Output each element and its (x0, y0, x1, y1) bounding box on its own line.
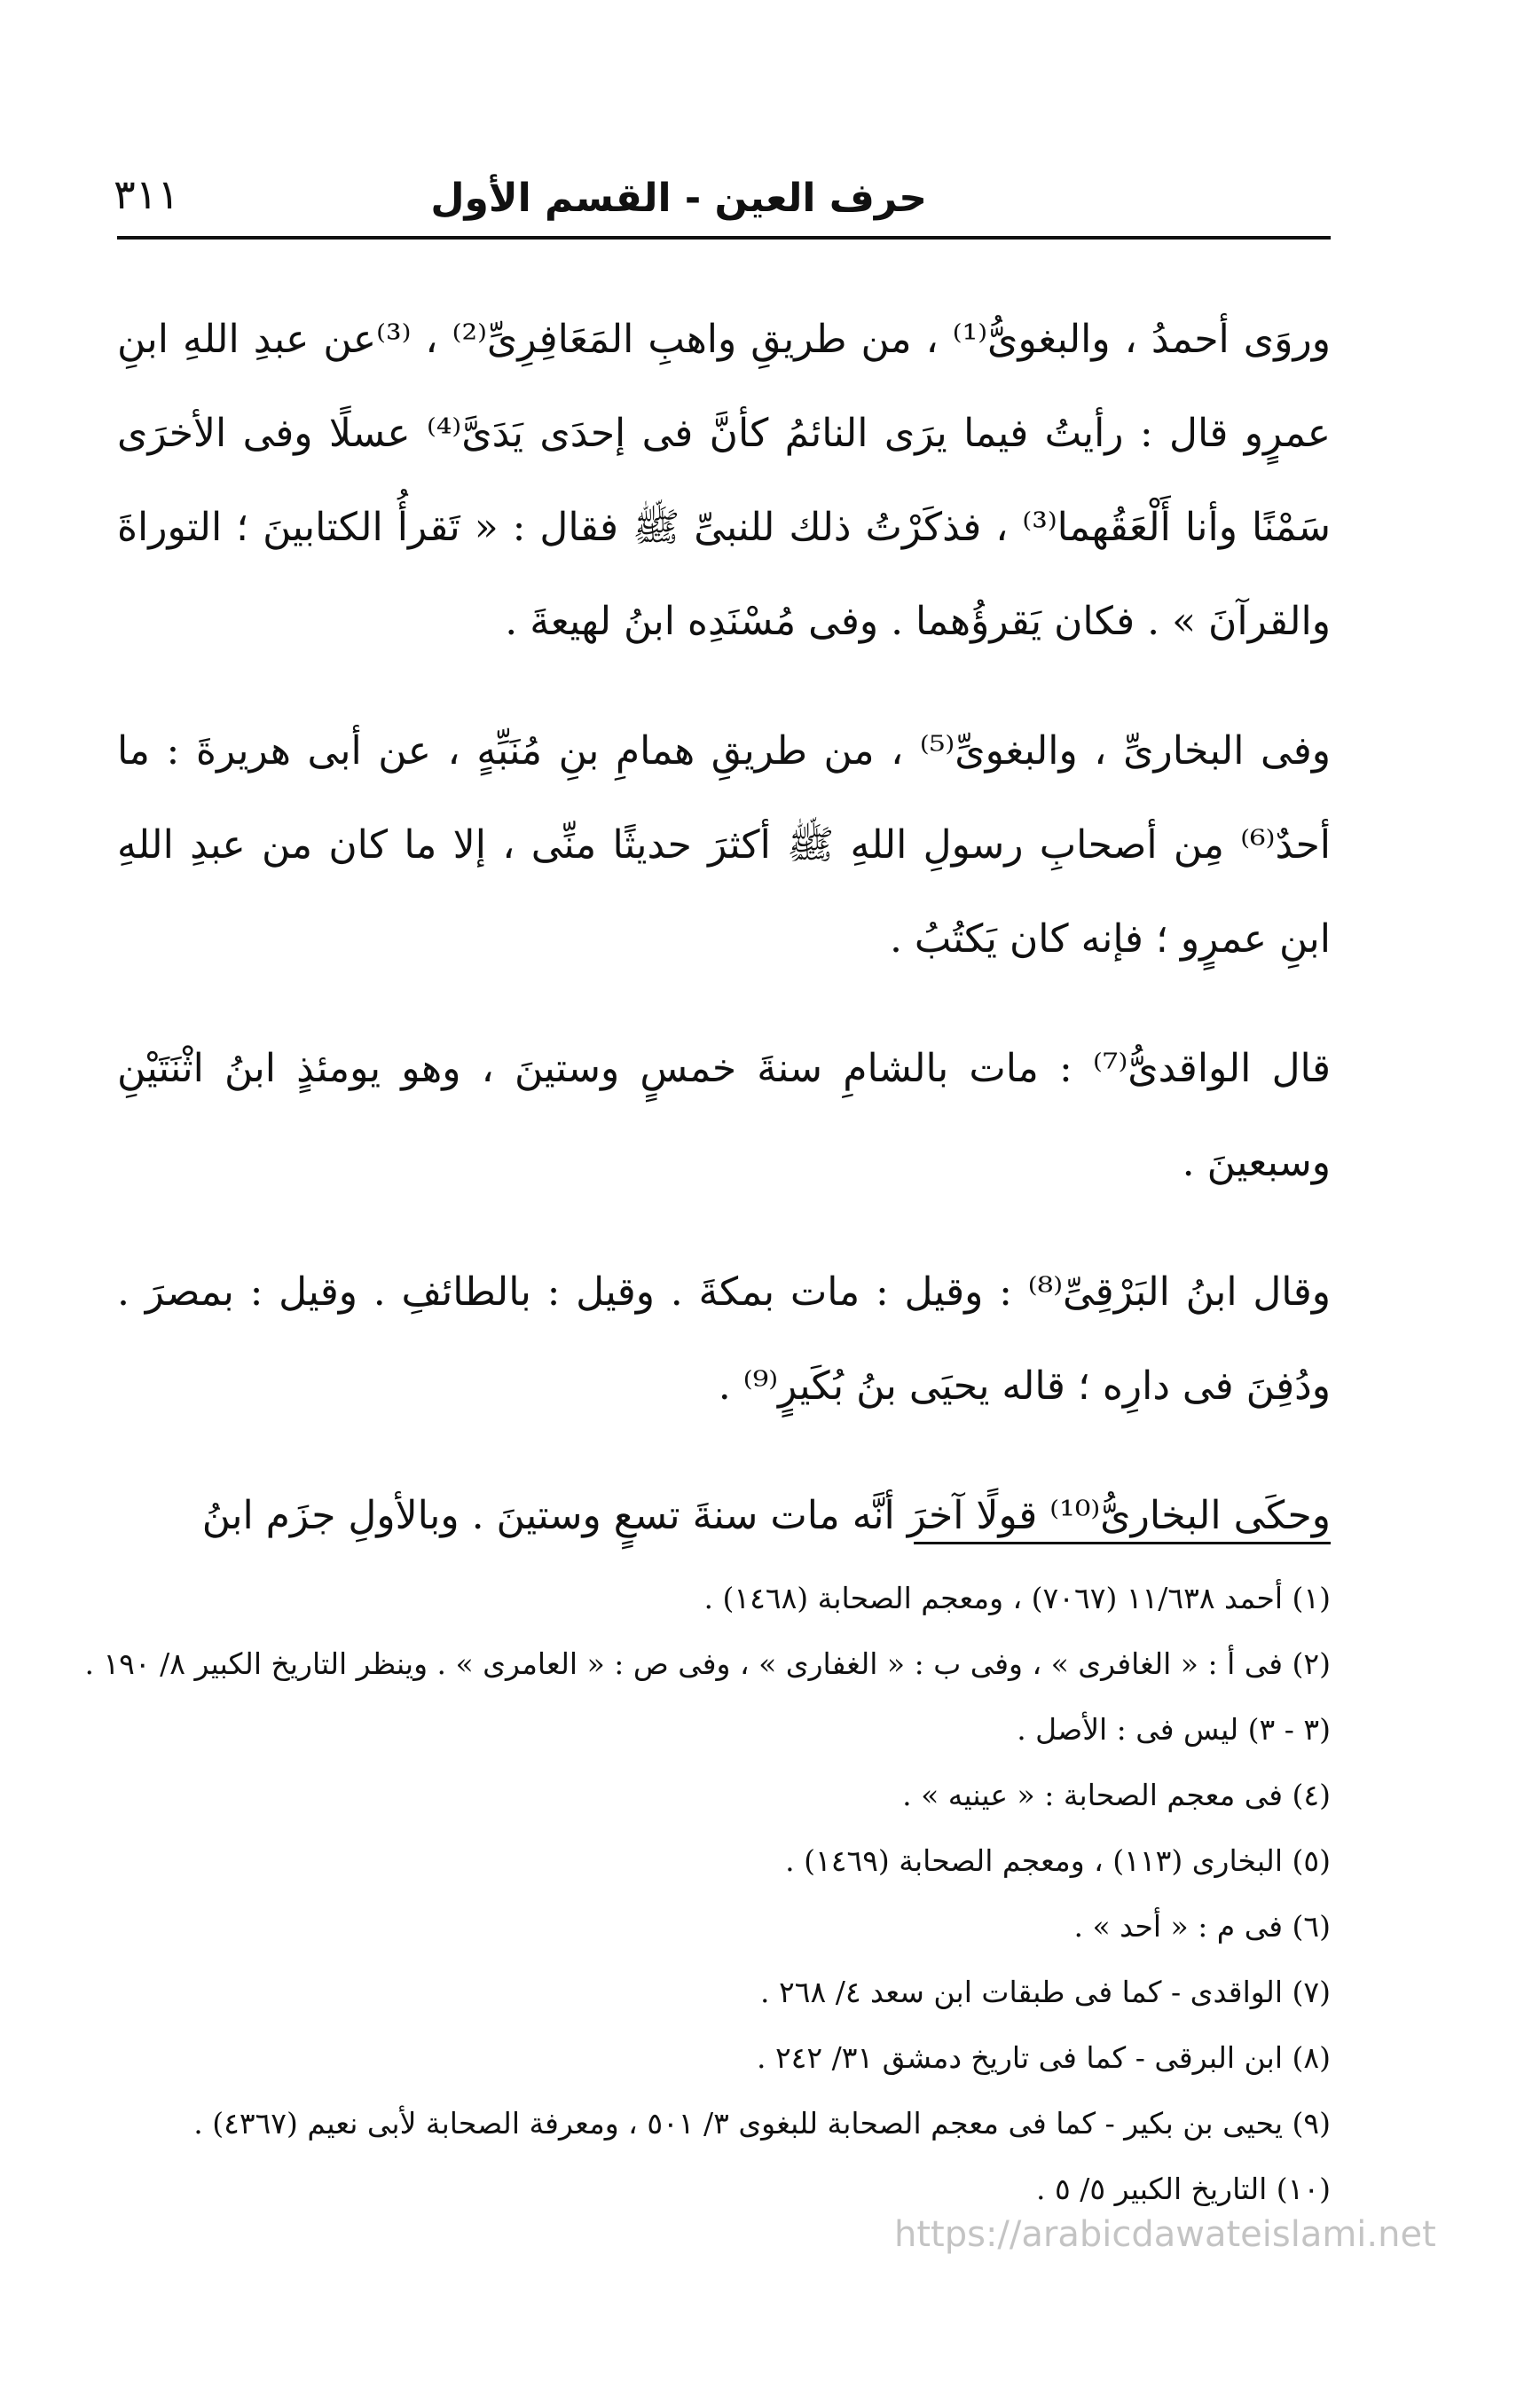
footnote-1: (١) أحمد ١١/٦٣٨ (٧٠٦٧) ، ومعجم الصحابة (١٤٦٨) . (703, 1581, 1331, 1615)
footnote-9: (٩) يحيى بن بكير - كما فى معجم الصحابة للبغوى ٣/ ٥٠١ ، ومعرفة الصحابة لأبى نعيم (٤٣٦٧) . (193, 2106, 1331, 2141)
footnote-10: (١٠) التاريخ الكبير ٥/ ٥ . (1036, 2172, 1331, 2206)
paragraph-3: قال الواقدىُّ⁽⁷⁾ : مات بالشامِ سنةَ خمسٍ وستينَ ، وهو يومئذٍ ابنُ اثْنَتَيْنِ وسبعينَ . (117, 1046, 1331, 1185)
header-rule (117, 236, 1331, 240)
paragraph-5: وحكَى البخارىُّ⁽¹⁰⁾ قولًا آخرَ أنَّه مات سنةَ تسعٍ وستينَ . وبالأولِ جزَم ابنُ (201, 1493, 1331, 1538)
footnotes-list (84, 1566, 1331, 2222)
footnote-8: (٨) ابن البرقى - كما فى تاريخ دمشق ٣١/ ٢٤٢ . (756, 2040, 1331, 2075)
running-header (114, 160, 1331, 241)
paragraph-1: وروَى أحمدُ ، والبغوىُّ⁽¹⁾ ، من طريقِ واهبِ المَعَافِرِىِّ⁽²⁾ ، ⁽³⁾عن عبدِ اللهِ ابنِ عمرٍو قال : رأيتُ فيما يرَى النائمُ كأنَّ فى إحدَى يَدَىَّ⁽⁴⁾ عسلًا وفى الأخرَى سَمْنًا وأنا أَلْعَقُهما⁽³⁾ ، فذكَرْتُ ذلك للنبىِّ ﷺ فقال : « تَقرأُ الكتابينَ ؛ التوراةَ والقرآنَ » . فكان يَقرؤُهما . وفى مُسْنَدِه ابنُ لهيعةَ . (117, 317, 1331, 644)
footnote-rule (914, 1542, 1331, 1544)
footnote-6: (٦) فى م : « أحد » . (1073, 1909, 1331, 1944)
footnote-5: (٥) البخارى (١١٣) ، ومعجم الصحابة (١٤٦٩) . (785, 1843, 1331, 1878)
footnote-3: (٣ - ٣) ليس فى : الأصل . (1017, 1712, 1331, 1747)
footnote-4: (٤) فى معجم الصحابة : « عينيه » . (902, 1778, 1331, 1812)
paragraph-2: وفى البخارىِّ ، والبغوىِّ⁽⁵⁾ ، من طريقِ همامِ بنِ مُنَبِّهٍ ، عن أبى هريرةَ : ما أحدٌ⁽⁶⁾ مِن أصحابِ رسولِ اللهِ ﷺ أكثرَ حديثًا منِّى ، إلا ما كان من عبدِ اللهِ ابنِ عمرٍو ؛ فإنه كان يَكتُبُ . (117, 728, 1331, 962)
footnote-7: (٧) الواقدى - كما فى طبقات ابن سعد ٤/ ٢٦٨ . (760, 1975, 1331, 2009)
main-text (117, 293, 1331, 1599)
page-number: ٣١١ (114, 170, 180, 218)
footnote-2: (٢) فى أ : « الغافرى » ، وفى ب : « الغفارى » ، وفى ص : « العامرى » . وينظر التاريخ الكبير ٨/ ١٩٠ . (84, 1646, 1331, 1681)
paragraph-4: وقال ابنُ البَرْقِىِّ⁽⁸⁾ : وقيل : مات بمكةَ . وقيل : بالطائفِ . وقيل : بمصرَ . ودُفِنَ فى دارِه ؛ قاله يحيَى بنُ بُكَيرٍ⁽⁹⁾ . (117, 1269, 1331, 1409)
header-title: حرف العين - القسم الأول (430, 176, 927, 221)
watermark-url: https://arabicdawateislami.net (894, 2214, 1436, 2255)
